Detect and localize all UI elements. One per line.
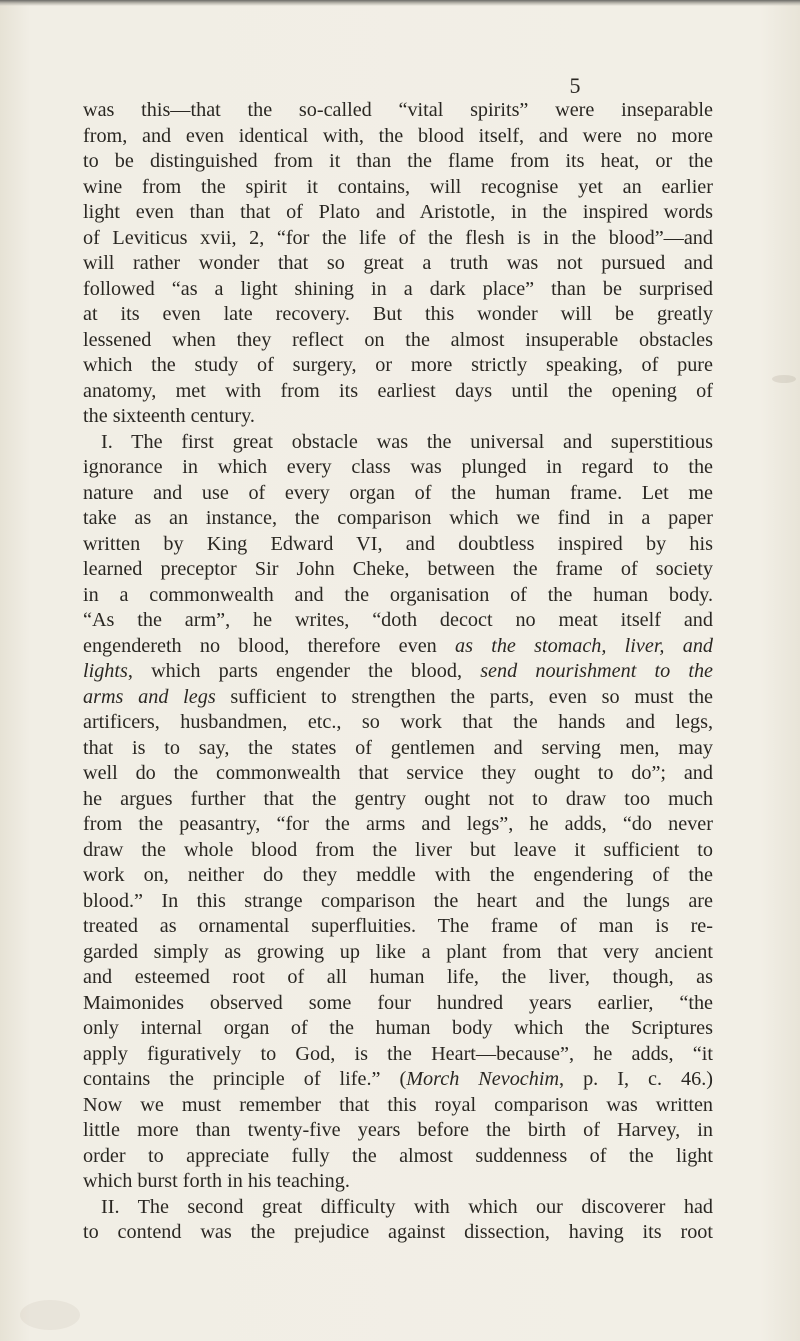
text-line: which burst forth in his teaching.	[83, 1170, 350, 1192]
text-line: take as an instance, the comparison which we find in a paper	[83, 507, 713, 529]
text-line: lights, which parts engender the blood, send nourishment to the	[83, 660, 713, 682]
text-line: treated as ornamental superfluities. The frame of man is re-	[83, 915, 713, 937]
italic-phrase: send nourishment to the	[480, 660, 713, 682]
text-line: ignorance in which every class was plunged in regard to the	[83, 456, 713, 478]
text-line: learned preceptor Sir John Cheke, between the frame of society	[83, 558, 713, 580]
text-line: followed “as a light shining in a dark place” than be surprised	[83, 277, 713, 300]
text-line: from, and even identical with, the blood itself, and were no more	[83, 124, 713, 147]
page-number: 5	[569, 73, 581, 98]
text-line: draw the whole blood from the liver but leave it sufficient to	[83, 838, 713, 861]
italic-phrase: lights	[83, 660, 128, 682]
text-line: will rather wonder that so great a truth was not pursued and	[83, 252, 713, 274]
text-line: from the peasantry, “for the arms and legs”, he adds, “do never	[83, 813, 713, 835]
text-line: in a commonwealth and the organisation of the human body.	[83, 583, 713, 606]
text-line: to be distinguished from it than the flame from its heat, or the	[83, 150, 713, 172]
text-line: of Leviticus xvii, 2, “for the life of the flesh is in the blood”—and	[83, 226, 713, 249]
text-line: only internal organ of the human body which the Scriptures	[83, 1017, 713, 1039]
text-line: Maimonides observed some four hundred years earlier, “the	[83, 991, 713, 1014]
body-text	[83, 98, 713, 1246]
text-line: I. The first great obstacle was the universal and superstitious	[101, 430, 713, 453]
paper-stain	[772, 375, 796, 383]
text-line: the sixteenth century.	[83, 405, 255, 427]
text-line: garded simply as growing up like a plant from that very ancient	[83, 940, 713, 963]
text-line: to contend was the prejudice against dissection, having its root	[83, 1221, 713, 1243]
text-line: contains the principle of life.” (Morch Nevochim, p. I, c. 46.)	[83, 1068, 713, 1090]
text-line: wine from the spirit it contains, will recognise yet an earlier	[83, 175, 713, 198]
text-line: “As the arm”, he writes, “doth decoct no meat itself and	[83, 609, 713, 631]
text-line: he argues further that the gentry ought not to draw too much	[83, 787, 713, 810]
text-line: work on, neither do they meddle with the engendering of the	[83, 864, 713, 886]
paper-stain	[20, 1300, 80, 1330]
text-line: blood.” In this strange comparison the heart and the lungs are	[83, 889, 713, 912]
text-line: engendereth no blood, therefore even as the stomach, liver, and	[83, 634, 713, 657]
text-line: order to appreciate fully the almost suddenness of the light	[83, 1144, 713, 1167]
text-line: written by King Edward VI, and doubtless inspired by his	[83, 532, 713, 555]
text-line: little more than twenty-five years before the birth of Harvey, in	[83, 1119, 713, 1141]
text-line: and esteemed root of all human life, the liver, though, as	[83, 966, 713, 988]
text-line: II. The second great difficulty with which our discoverer had	[101, 1195, 713, 1218]
page-top-edge	[0, 0, 800, 6]
text-line: anatomy, met with from its earliest days until the opening of	[83, 379, 713, 402]
text-line: which the study of surgery, or more strictly speaking, of pure	[83, 354, 713, 376]
text-line: that is to say, the states of gentlemen and serving men, may	[83, 736, 713, 759]
text-line: light even than that of Plato and Aristotle, in the inspired words	[83, 201, 713, 223]
text-line: nature and use of every organ of the human frame. Let me	[83, 481, 713, 504]
italic-phrase: arms and legs	[83, 685, 216, 708]
text-line: Now we must remember that this royal comparison was written	[83, 1093, 713, 1116]
text-line: at its even late recovery. But this wonder will be greatly	[83, 303, 713, 325]
text-line: was this—that the so-called “vital spirits” were inseparable	[83, 99, 713, 121]
text-line: artificers, husbandmen, etc., so work that the hands and legs,	[83, 711, 713, 733]
text-line: lessened when they reflect on the almost insuperable obstacles	[83, 328, 713, 351]
text-line: arms and legs sufficient to strengthen the parts, even so must the	[83, 685, 713, 708]
italic-phrase: as the stomach, liver, and	[455, 634, 713, 657]
text-line: apply figuratively to God, is the Heart—because”, he adds, “it	[83, 1042, 713, 1065]
italic-phrase: Morch Nevochim	[406, 1068, 560, 1090]
text-line: well do the commonwealth that service they ought to do”; and	[83, 762, 713, 784]
